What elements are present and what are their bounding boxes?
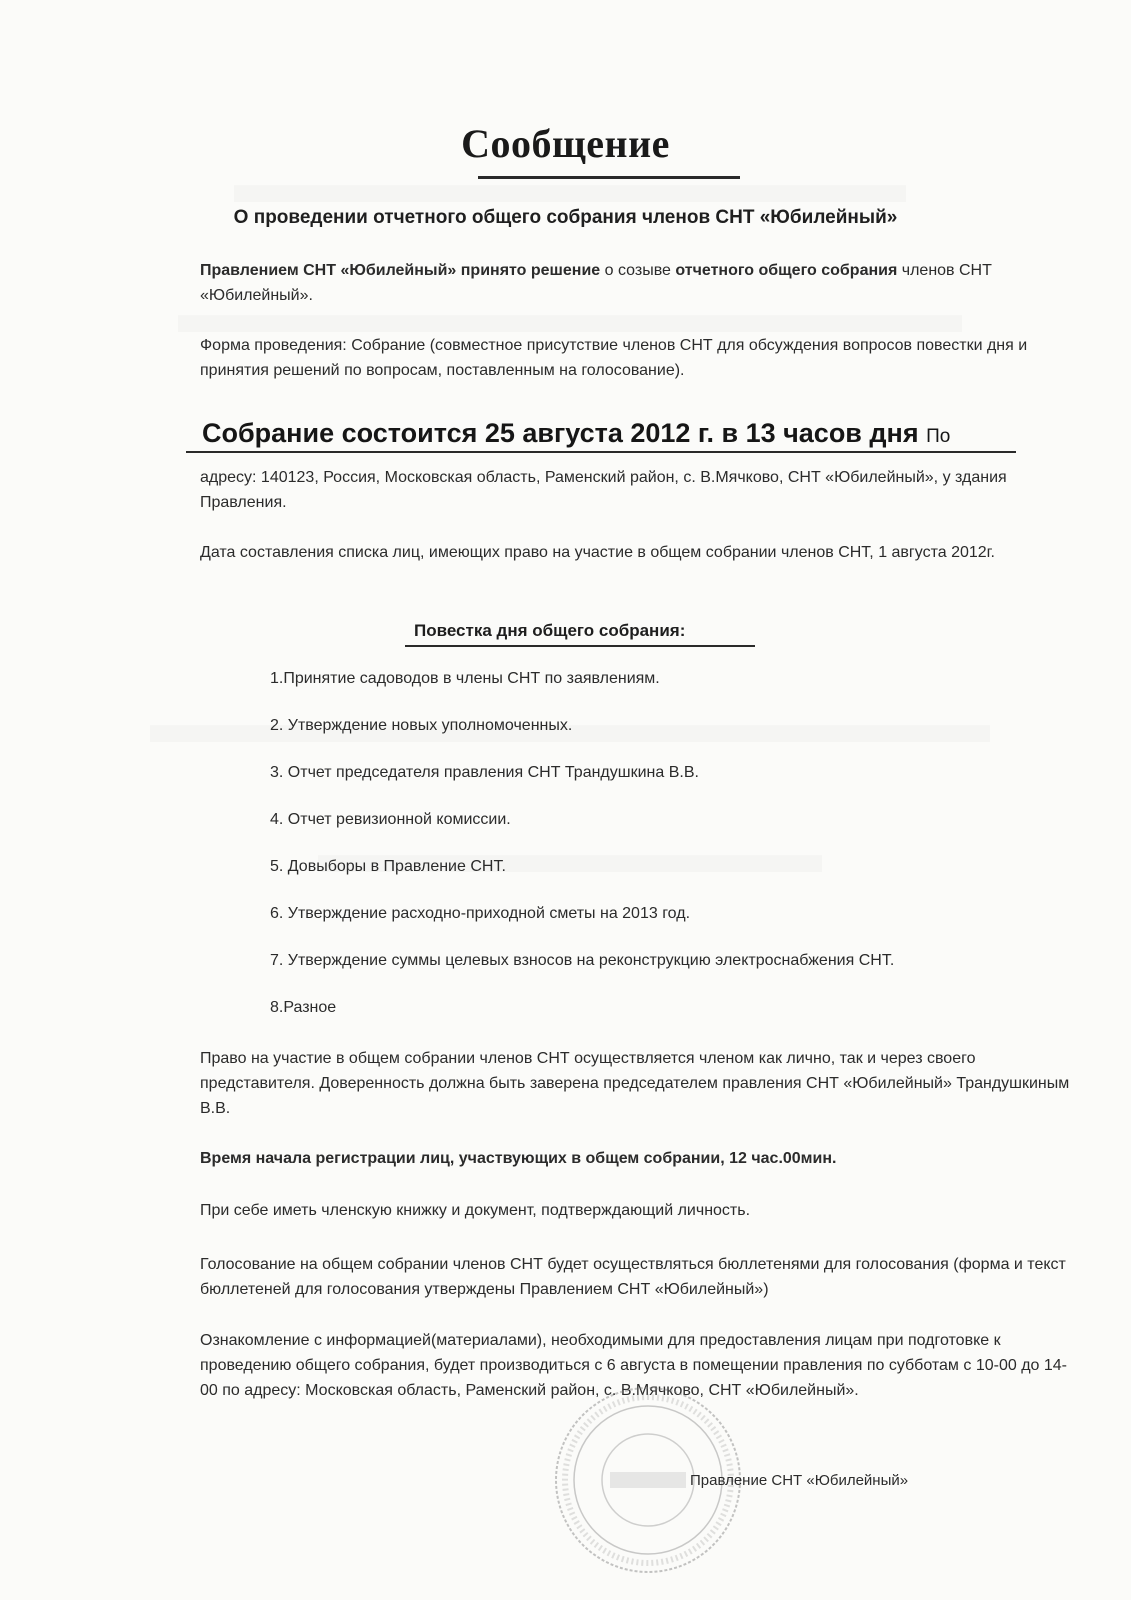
participation-right-paragraph: Право на участие в общем собрании членов СНТ осуществляется членом как лично, так и через своего представителя. Доверенность должна быть заверена председателем правления СНТ «Юбилейный» Трандушкиным В.В. [200,1050,1070,1117]
voting-paragraph: Голосование на общем собрании членов СНТ будет осуществляться бюллетенями для голосования (форма и текст бюллетеней для голосования утверждены Правлением СНТ «Юбилейный») [200,1256,1066,1298]
agenda-item: 1.Принятие садоводов в члены СНТ по заявлениям. [270,670,660,687]
meeting-headline [202,418,950,449]
meeting-po: По [926,426,951,447]
agenda-item: 8.Разное [270,999,337,1016]
agenda-item: 6. Утверждение расходно-приходной сметы на 2013 год. [270,905,691,922]
materials-paragraph: Ознакомление с информацией(материалами), необходимыми для предоставления лицам при подготовке к проведению общего собрания, будет производиться с 6 августа в помещении правления по субботам с 10-00 до 14-00 по адресу: Московская область, Раменский район, с. В.Мячково, СНТ «Юбилейный». [200,1332,1067,1399]
agenda-item: 7. Утверждение суммы целевых взносов на реконструкцию электроснабжения СНТ. [270,952,895,969]
intro-text-part: членов СНТ «Юбилейный». [200,262,992,304]
meeting-date-time: Собрание состоится 25 августа 2012 г. в 13 часов дня [202,418,919,448]
bring-documents-paragraph: При себе иметь членскую книжку и документ, подтверждающий личность. [200,1202,751,1219]
signature-board: Правление СНТ «Юбилейный» [690,1472,909,1489]
agenda-item: 2. Утверждение новых уполномоченных. [270,717,573,734]
form-paragraph: Форма проведения: Собрание (совместное присутствие членов СНТ для обсуждения вопросов повестки дня и принятия решений по вопросам, поставленным на голосование). [200,337,1028,379]
intro-bold-part: отчетного общего собрания [675,262,898,279]
intro-bold-part: Правлением СНТ «Юбилейный» принято решение [200,262,601,279]
agenda-underline [405,645,755,647]
intro-text-part: о созыве [600,262,676,279]
intro-paragraph [200,258,1080,308]
agenda-item: 5. Довыборы в Правление СНТ. [270,858,506,875]
agenda-item: 3. Отчет председателя правления СНТ Трандушкина В.В. [270,764,699,781]
document-subtitle: О проведении отчетного общего собрания членов СНТ «Юбилейный» [233,207,898,228]
agenda-item: 4. Отчет ревизионной комиссии. [270,811,511,828]
list-date-paragraph: Дата составления списка лиц, имеющих право на участие в общем собрании членов СНТ, 1 августа 2012г. [200,544,995,561]
meeting-underline [186,451,1016,453]
meeting-address: адресу: 140123, Россия, Московская область, Раменский район, с. В.Мячково, СНТ «Юбилейный», у здания Правления. [200,469,1007,511]
registration-time: Время начала регистрации лиц, участвующих в общем собрании, 12 час.00мин. [200,1150,837,1167]
title-underline [478,176,740,179]
agenda-list [270,668,1030,1044]
agenda-title: Повестка дня общего собрания: [414,621,686,640]
document-title: Сообщение [461,121,670,166]
